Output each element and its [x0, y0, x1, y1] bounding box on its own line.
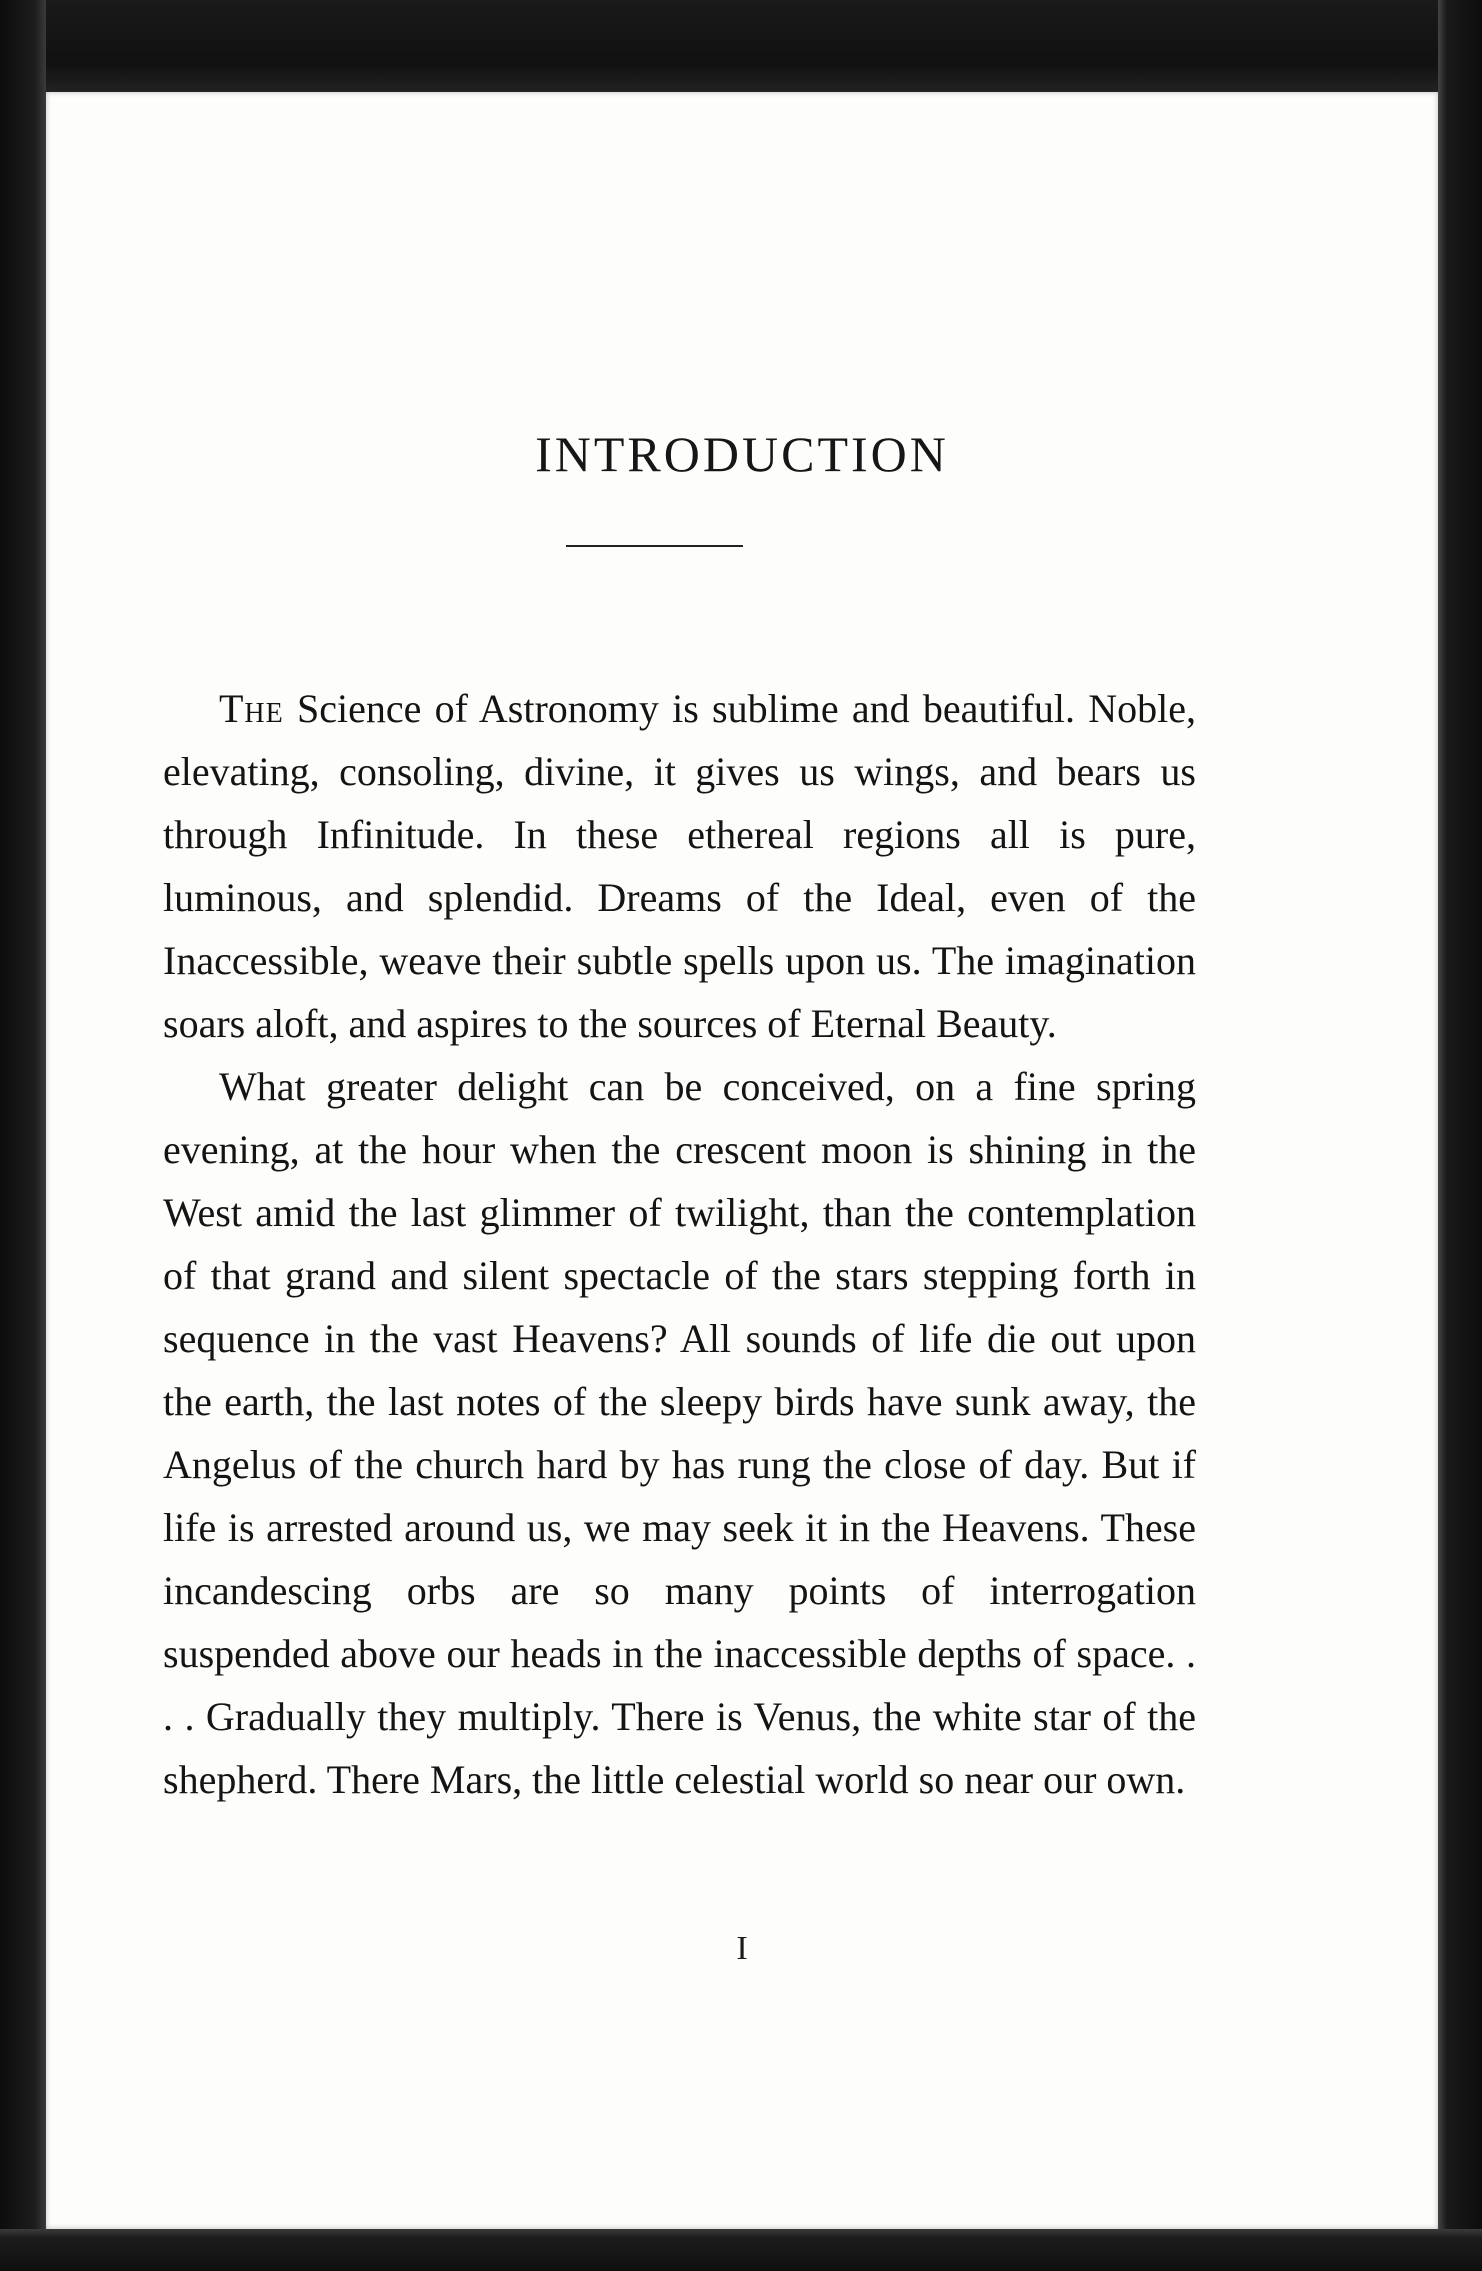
paragraph-1-lead: The: [219, 686, 284, 731]
paragraph-1: [163, 677, 1196, 1055]
page-number: I: [736, 1930, 748, 1967]
chapter-heading: INTRODUCTION: [535, 426, 949, 482]
scan-border-top: [0, 0, 1482, 92]
scan-border-left: [0, 0, 46, 2271]
scan-border-right: [1438, 0, 1482, 2271]
scan-border-bottom: [0, 2229, 1482, 2271]
paragraph-1-text: Science of Astronomy is sublime and beautiful. Noble, elevating, consoling, divine, it gives us wings, and bears us through Infinitude. In these ethereal regions all is pure, luminous, and splendid. Dreams of the Ideal, even of the Inaccessible, weave their subtle spells upon us. The imagination soars aloft, and aspires to the sources of Eternal Beauty.: [163, 686, 1196, 1046]
paragraph-2: What greater delight can be conceived, on a fine spring evening, at the hour when the crescent moon is shining in the West amid the last glimmer of twilight, than the contemplation of that grand and silent spectacle of the stars stepping forth in sequence in the vast Heavens? All sounds of life die out upon the earth, the last notes of the sleepy birds have sunk away, the Angelus of the church hard by has rung the close of day. But if life is arrested around us, we may seek it in the Heavens. These incandescing orbs are so many points of interrogation suspended above our heads in the inaccessible depths of space. . . . Gradually they multiply. There is Venus, the white star of the shepherd. There Mars, the little celestial world so near our own.: [163, 1064, 1196, 1802]
heading-rule: [566, 545, 743, 547]
body-text: [163, 677, 1196, 1811]
book-page: [46, 92, 1438, 2229]
